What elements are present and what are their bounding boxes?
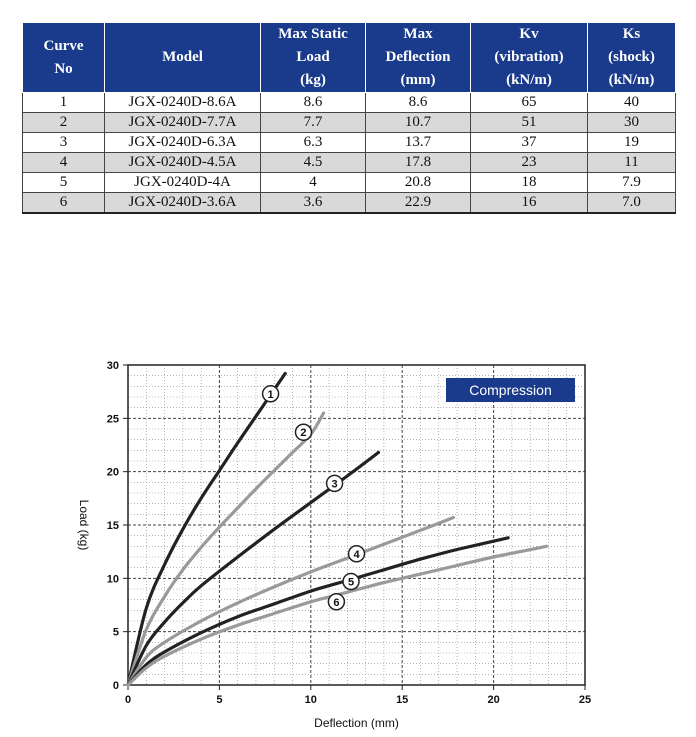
table-row bbox=[23, 153, 676, 173]
cell-deflection: 17.8 bbox=[366, 153, 471, 173]
cell-deflection: 10.7 bbox=[366, 113, 471, 133]
cell-deflection: 13.7 bbox=[366, 133, 471, 153]
cell-curve: 4 bbox=[23, 153, 105, 173]
y-tick-label: 30 bbox=[106, 360, 119, 372]
cell-kv: 51 bbox=[471, 113, 588, 133]
header-model: Model bbox=[105, 23, 261, 93]
cell-kv: 18 bbox=[471, 173, 588, 193]
cell-deflection: 22.9 bbox=[366, 193, 471, 214]
cell-ks: 30 bbox=[588, 113, 676, 133]
x-tick-label: 0 bbox=[124, 694, 132, 706]
cell-load: 8.6 bbox=[261, 93, 366, 113]
legend-box bbox=[446, 378, 575, 402]
cell-curve: 5 bbox=[23, 173, 105, 193]
table-row bbox=[23, 133, 676, 153]
cell-model: JGX-0240D-4.5A bbox=[105, 153, 261, 173]
curve-markers bbox=[263, 386, 365, 610]
grid bbox=[128, 365, 585, 685]
header-max-deflection: Max Deflection (mm) bbox=[366, 23, 471, 93]
cell-curve: 6 bbox=[23, 193, 105, 214]
y-tick-label: 25 bbox=[106, 413, 119, 426]
cell-load: 3.6 bbox=[261, 193, 366, 214]
cell-ks: 11 bbox=[588, 153, 676, 173]
curve-label-6: 6 bbox=[333, 596, 340, 609]
cell-load: 4.5 bbox=[261, 153, 366, 173]
series-lines bbox=[128, 374, 547, 686]
x-axis-label: Deflection (mm) bbox=[314, 716, 399, 730]
y-tick-label: 10 bbox=[106, 573, 119, 586]
cell-load: 4 bbox=[261, 173, 366, 193]
x-tick-label: 10 bbox=[304, 694, 317, 706]
cell-kv: 16 bbox=[471, 193, 588, 214]
series-line-6 bbox=[128, 546, 547, 685]
compression-chart bbox=[60, 345, 620, 735]
y-tick-label: 15 bbox=[106, 520, 119, 532]
y-tick-label: 0 bbox=[112, 680, 119, 692]
table-row bbox=[23, 93, 676, 113]
y-axis-label: Load (kg) bbox=[77, 499, 91, 551]
cell-load: 7.7 bbox=[261, 113, 366, 133]
x-tick-label: 25 bbox=[578, 694, 592, 706]
cell-curve: 2 bbox=[23, 113, 105, 133]
spec-table bbox=[22, 22, 676, 214]
cell-deflection: 20.8 bbox=[366, 173, 471, 193]
curve-label-3: 3 bbox=[331, 478, 338, 491]
header-kv: Kv (vibration) (kN/m) bbox=[471, 23, 588, 93]
cell-kv: 23 bbox=[471, 153, 588, 173]
table-row bbox=[23, 193, 676, 214]
y-tick-label: 5 bbox=[112, 626, 119, 639]
curve-label-1: 1 bbox=[267, 388, 274, 401]
cell-ks: 40 bbox=[588, 93, 676, 113]
cell-model: JGX-0240D-7.7A bbox=[105, 113, 261, 133]
x-tick-label: 20 bbox=[487, 694, 500, 706]
x-tick-label: 15 bbox=[396, 694, 409, 706]
cell-deflection: 8.6 bbox=[366, 93, 471, 113]
header-ks: Ks (shock) (kN/m) bbox=[588, 23, 676, 93]
cell-model: JGX-0240D-8.6A bbox=[105, 93, 261, 113]
cell-kv: 65 bbox=[471, 93, 588, 113]
cell-model: JGX-0240D-6.3A bbox=[105, 133, 261, 153]
plot-frame bbox=[128, 365, 585, 685]
cell-ks: 7.9 bbox=[588, 173, 676, 193]
cell-model: JGX-0240D-4A bbox=[105, 173, 261, 193]
header-row bbox=[23, 23, 676, 93]
y-tick-label: 20 bbox=[106, 466, 119, 479]
table-row bbox=[23, 113, 676, 133]
chart-title: Compression bbox=[469, 382, 552, 398]
cell-curve: 1 bbox=[23, 93, 105, 113]
curve-label-4: 4 bbox=[353, 548, 360, 561]
table-row bbox=[23, 173, 676, 193]
curve-label-5: 5 bbox=[347, 576, 355, 589]
header-max-static-load: Max Static Load (kg) bbox=[261, 23, 366, 93]
series-line-5 bbox=[128, 538, 508, 685]
curve-label-2: 2 bbox=[300, 427, 307, 440]
cell-kv: 37 bbox=[471, 133, 588, 153]
cell-ks: 19 bbox=[588, 133, 676, 153]
x-tick-label: 5 bbox=[216, 694, 223, 706]
cell-model: JGX-0240D-3.6A bbox=[105, 193, 261, 214]
cell-load: 6.3 bbox=[261, 133, 366, 153]
header-curve-no: Curve No bbox=[23, 23, 105, 93]
series-line-2 bbox=[128, 413, 324, 685]
cell-ks: 7.0 bbox=[588, 193, 676, 214]
cell-curve: 3 bbox=[23, 133, 105, 153]
